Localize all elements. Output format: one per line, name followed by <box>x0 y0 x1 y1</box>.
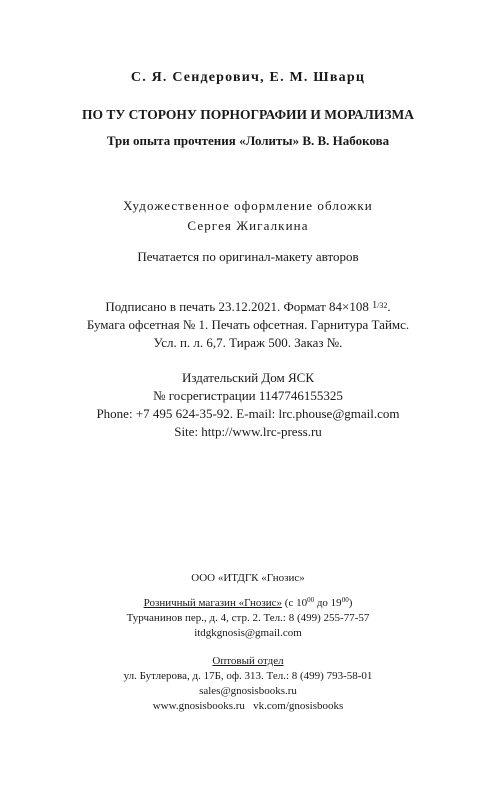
authors: С. Я. Сендерович, Е. М. Шварц <box>130 70 366 85</box>
format-end: . <box>387 299 391 314</box>
publisher-contacts: Phone: +7 495 624-35-92. E-mail: lrc.phouse@gmail.com <box>96 406 400 421</box>
retail-hours-mid: до 19 <box>314 597 342 609</box>
publisher-registration: № госрегистрации 1147746155325 <box>153 388 343 403</box>
retail-hours-suffix: ) <box>348 597 353 609</box>
wholesale-email: sales@gnosisbooks.ru <box>199 685 297 697</box>
retail-address: Турчанинов пер., д. 4, стр. 2. Тел.: 8 (499) 255-77-57 <box>126 612 370 624</box>
format-fraction-den: /32 <box>377 301 388 310</box>
retail-email: itdgkgnosis@gmail.com <box>194 627 302 639</box>
retail-label: Розничный магазин «Гнозис» <box>143 597 283 609</box>
retail-hours-open-sup: 00 <box>307 596 315 604</box>
imprint-signed-text: Подписано в печать 23.12.2021. Формат 84×108 <box>105 299 369 314</box>
book-title: ПО ТУ СТОРОНУ ПОРНОГРАФИИ И МОРАЛИЗМА <box>82 107 414 122</box>
retail-hours-close-sup: 00 <box>341 596 349 604</box>
imprint-paper: Бумага офсетная № 1. Печать офсетная. Гарнитура Таймс. <box>86 317 410 332</box>
retail-line <box>0 597 496 609</box>
print-note: Печатается по оригинал-макету авторов <box>137 249 359 264</box>
format-fraction-num: 1 <box>372 300 378 311</box>
wholesale-address: ул. Бутлерова, д. 17Б, оф. 313. Тел.: 8 (499) 793-58-01 <box>123 670 373 682</box>
format-fraction <box>372 300 387 311</box>
distributor-name: ООО «ИТДГК «Гнозис» <box>191 572 305 584</box>
book-subtitle: Три опыта прочтения «Лолиты» В. В. Набокова <box>106 133 390 148</box>
publisher-name: Издательский Дом ЯСК <box>181 370 315 385</box>
imprint-sheets: Усл. п. л. 6,7. Тираж 500. Заказ №. <box>153 335 343 350</box>
imprint-signed <box>0 299 496 315</box>
wholesale-label: Оптовый отдел <box>212 655 284 667</box>
retail-hours-prefix: (с 10 <box>282 597 308 609</box>
publisher-site: Site: http://www.lrc-press.ru <box>174 424 322 439</box>
cover-designer: Сергея Жигалкина <box>187 218 309 233</box>
cover-design-label: Художественное оформление обложки <box>123 198 373 213</box>
distributor-websites: www.gnosisbooks.ru vk.com/gnosisbooks <box>152 700 344 712</box>
